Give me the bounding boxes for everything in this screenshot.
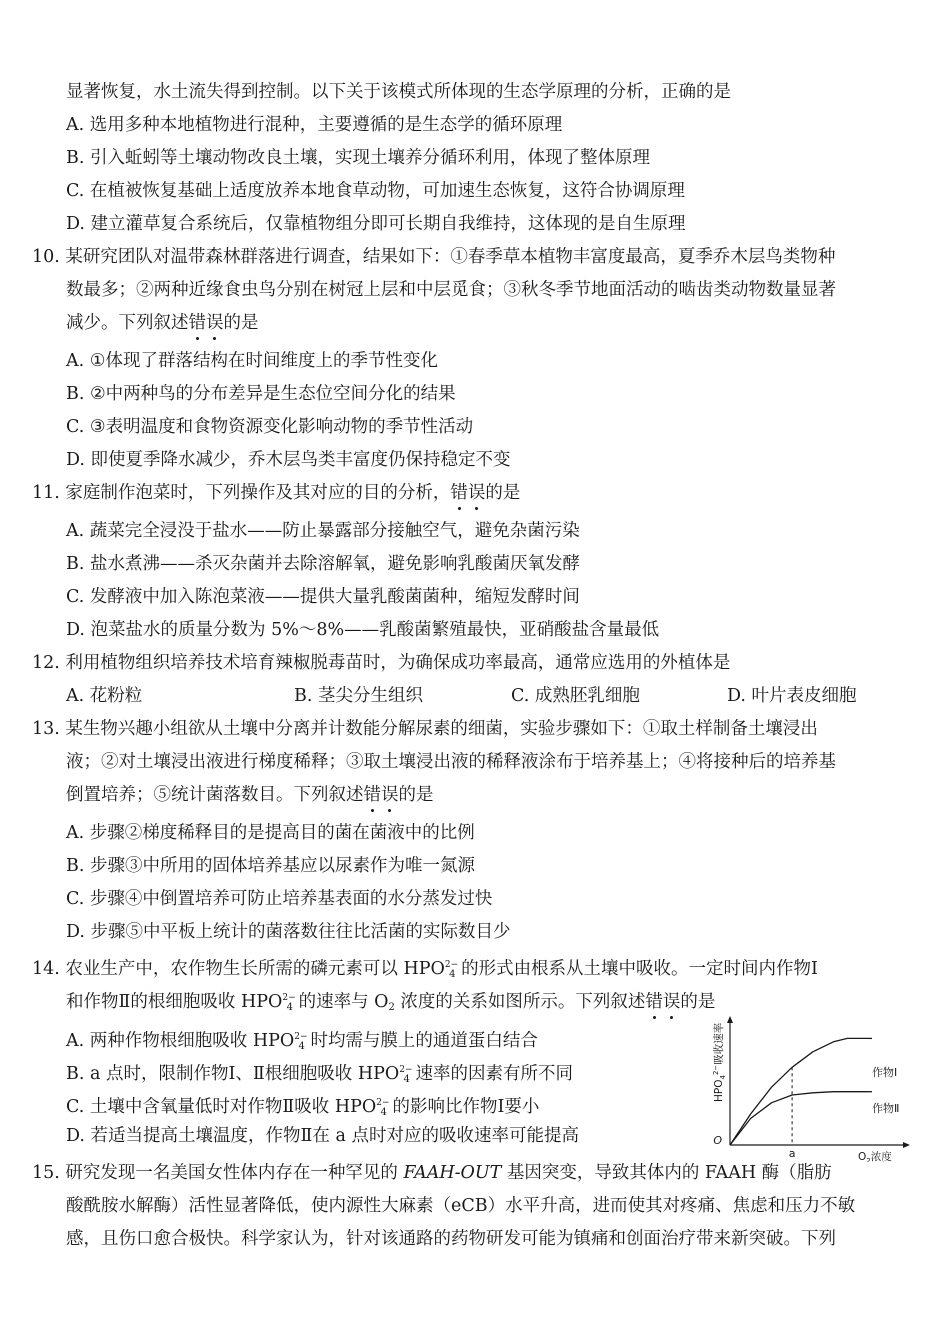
q14-stem-line-2: 和作物Ⅱ的根细胞吸收 $HPO^{2-}_4$ 的速率与 $O_2$ 浓度的关系如图所示。下列叙述错误的是 <box>66 992 716 1013</box>
q9-option-d: D. 建立灌草复合系统后，仅靠植物组分即可长期自我维持，这体现的是自生原理 <box>66 214 686 234</box>
q15-stem-line-1: 15. 研究发现一名美国女性体内存在一种罕见的 FAAH-OUT 基因突变，导致其体内的 FAAH 酶（脂肪 <box>32 1163 832 1183</box>
q9-option-b: B. 引入蚯蚓等土壤动物改良土壤，实现土壤养分循环利用，体现了整体原理 <box>66 148 650 168</box>
q12-option-d: D. 叶片表皮细胞 <box>727 686 857 706</box>
q9-option-c: C. 在植被恢复基础上适度放养本地食草动物，可加速生态恢复，这符合协调原理 <box>66 181 685 201</box>
q10-option-c: C. ③表明温度和食物资源变化影响动物的季节性活动 <box>66 417 474 437</box>
y-axis-label: $HPO_4^{2-}$吸收速率 <box>712 1022 727 1102</box>
q10-option-d: D. 即使夏季降水减少，乔木层鸟类丰富度仍保持稳定不变 <box>66 450 511 470</box>
q14-option-d: D. 若适当提高土壤温度，作物Ⅱ在 a 点时对应的吸收速率可能提高 <box>66 1126 579 1146</box>
q12-option-c: C. 成熟胚乳细胞 <box>511 686 640 706</box>
x-axis-arrow <box>903 1142 910 1148</box>
q13-stem-line-2: 液；②对土壤浸出液进行梯度稀释；③取土壤浸出液的稀释液涂布于培养基上；④将接种后的培养基 <box>66 752 836 772</box>
q14-stem-line-1: 14. 农业生产中，农作物生长所需的磷元素可以 $HPO^{2-}_4$ 的形式由根系从土壤中吸收。一定时间内作物Ⅰ <box>32 959 818 980</box>
series-label-crop-2: 作物Ⅱ <box>872 1102 900 1115</box>
q12-option-b: B. 茎尖分生组织 <box>294 686 423 706</box>
q11-stem: 11. 家庭制作泡菜时，下列操作及其对应的目的分析，错误的是 <box>32 483 521 503</box>
q14-option-c: C. 土壤中含氧量低时对作物Ⅱ吸收 $HPO^{2-}_4$ 的影响比作物Ⅰ要小 <box>66 1097 540 1118</box>
q10-option-a: A. ①体现了群落结构在时间维度上的季节性变化 <box>66 351 438 371</box>
a-point-label: a <box>788 1147 796 1160</box>
q11-option-c: C. 发酵液中加入陈泡菜液——提供大量乳酸菌菌种，缩短发酵时间 <box>66 587 580 607</box>
series-label-crop-1: 作物Ⅰ <box>872 1066 898 1079</box>
x-axis-label: $O_2$浓度 <box>858 1151 892 1162</box>
q15-stem-line-2: 酸酰胺水解酶）活性显著降低，使内源性大麻素（eCB）水平升高，进而使其对疼痛、焦虑和压力不敏 <box>66 1196 856 1216</box>
q13-option-a: A. 步骤②梯度稀释目的是提高目的菌在菌液中的比例 <box>66 823 475 843</box>
q14-option-b: B. a 点时，限制作物Ⅰ、Ⅱ根细胞吸收 $HPO^{2-}_4$ 速率的因素有所不同 <box>66 1064 573 1085</box>
q9-stem-continuation: 显著恢复，水土流失得到控制。以下关于该模式所体现的生态学原理的分析，正确的是 <box>66 82 731 102</box>
y-axis-arrow <box>727 1016 733 1023</box>
q14-rate-chart <box>700 1012 915 1162</box>
q9-option-a: A. 选用多种本地植物进行混种，主要遵循的是生态学的循环原理 <box>66 115 563 135</box>
q13-stem-line-1: 13. 某生物兴趣小组欲从土壤中分离并计数能分解尿素的细菌，实验步骤如下：①取土样制备土壤浸出 <box>32 719 818 739</box>
q12-stem: 12. 利用植物组织培养技术培育辣椒脱毒苗时，为确保成功率最高，通常应选用的外植体是 <box>32 653 731 673</box>
q14-option-a: A. 两种作物根细胞吸收 $HPO^{2-}_4$ 时均需与膜上的通道蛋白结合 <box>66 1031 538 1052</box>
q12-option-a: A. 花粉粒 <box>66 686 143 706</box>
series-curve-crop-2 <box>730 1092 868 1145</box>
q13-option-c: C. 步骤④中倒置培养可防止培养基表面的水分蒸发过快 <box>66 889 493 909</box>
q10-stem-line-2: 数最多；②两种近缘食虫鸟分别在树冠上层和中层觅食；③秋冬季节地面活动的啮齿类动物数量显著 <box>66 280 836 300</box>
q10-stem-line-1: 10. 某研究团队对温带森林群落进行调查，结果如下：①春季草本植物丰富度最高，夏季乔木层鸟类物种 <box>32 247 836 267</box>
q10-stem-line-3: 减少。下列叙述错误的是 <box>66 313 259 333</box>
q13-stem-line-3: 倒置培养；⑤统计菌落数目。下列叙述错误的是 <box>66 785 434 805</box>
q13-option-b: B. 步骤③中所用的固体培养基应以尿素作为唯一氮源 <box>66 856 475 876</box>
q11-option-b: B. 盐水煮沸——杀灭杂菌并去除溶解氧，避免影响乳酸菌厌氧发酵 <box>66 554 580 574</box>
q11-option-a: A. 蔬菜完全浸没于盐水——防止暴露部分接触空气，避免杂菌污染 <box>66 521 580 541</box>
q15-stem-line-3: 感，且伤口愈合极快。科学家认为，针对该通路的药物研发可能为镇痛和创面治疗带来新突破。下列 <box>66 1229 836 1249</box>
q10-option-b: B. ②中两种鸟的分布差异是生态位空间分化的结果 <box>66 384 456 404</box>
origin-label: O <box>713 1134 722 1147</box>
q13-option-d: D. 步骤⑤中平板上统计的菌落数往往比活菌的实际数目少 <box>66 922 511 942</box>
q11-option-d: D. 泡菜盐水的质量分数为 5%～8%——乳酸菌繁殖最快，亚硝酸盐含量最低 <box>66 620 660 640</box>
